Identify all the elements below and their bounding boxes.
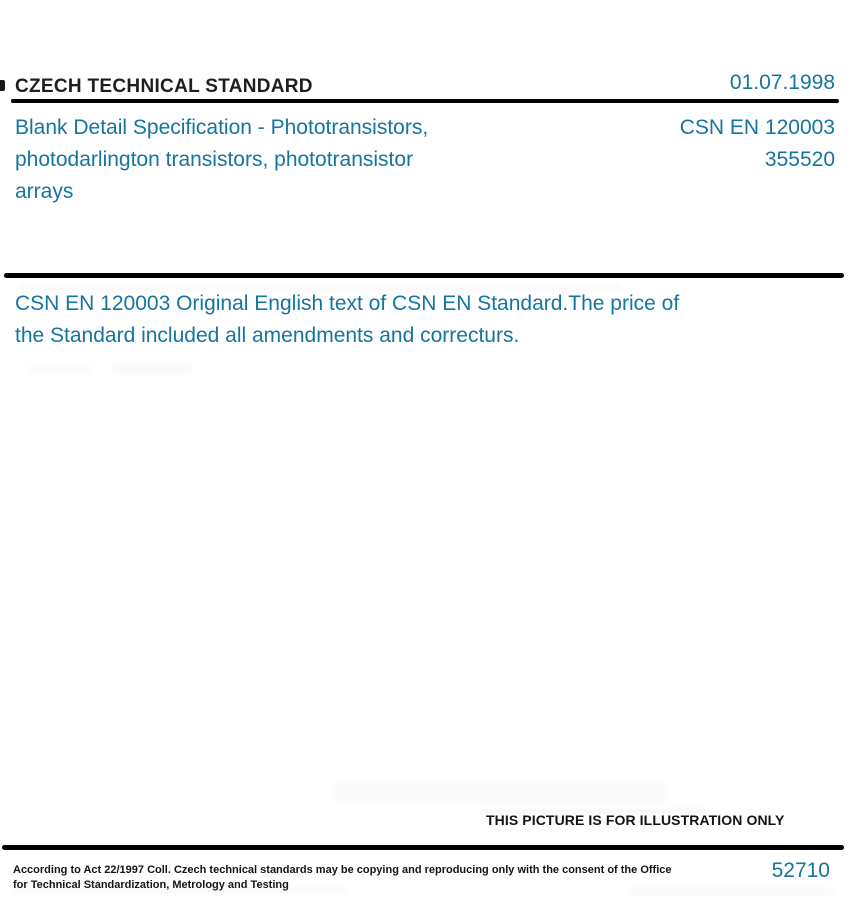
footer-divider-rule: [2, 845, 844, 850]
watermark-ghost: [15, 887, 345, 894]
copyright-legal-line-2: for Technical Standardization, Metrology and Testing: [13, 879, 289, 891]
standard-designation: CSN EN 120003: [679, 116, 835, 139]
scan-edge-artifact: [0, 80, 5, 91]
document-type-heading: CZECH TECHNICAL STANDARD: [15, 76, 313, 97]
issue-date: 01.07.1998: [729, 71, 835, 94]
copyright-legal-line-1: According to Act 22/1997 Coll. Czech technical standards may be copying and reproducing only with the consent of the Office: [13, 864, 672, 876]
standard-catalog-number: 355520: [764, 148, 835, 171]
section-divider-rule: [4, 273, 844, 278]
header-divider-rule: [11, 99, 839, 103]
standard-title: Blank Detail Specification - Phototransistors, photodarlington transistors, phototransistor arrays: [15, 116, 429, 203]
watermark-ghost: [112, 364, 192, 374]
watermark-ghost: [628, 888, 833, 895]
watermark-ghost: [30, 365, 90, 374]
watermark-ghost: [335, 782, 665, 804]
standard-description: CSN EN 120003 Original English text of CSN EN Standard.The price of the Standard included all amendments and correcturs.: [15, 292, 680, 347]
order-number: 52710: [771, 859, 830, 882]
standard-codes: [680, 112, 835, 176]
illustration-only-notice: THIS PICTURE IS FOR ILLUSTRATION ONLY: [486, 812, 785, 828]
